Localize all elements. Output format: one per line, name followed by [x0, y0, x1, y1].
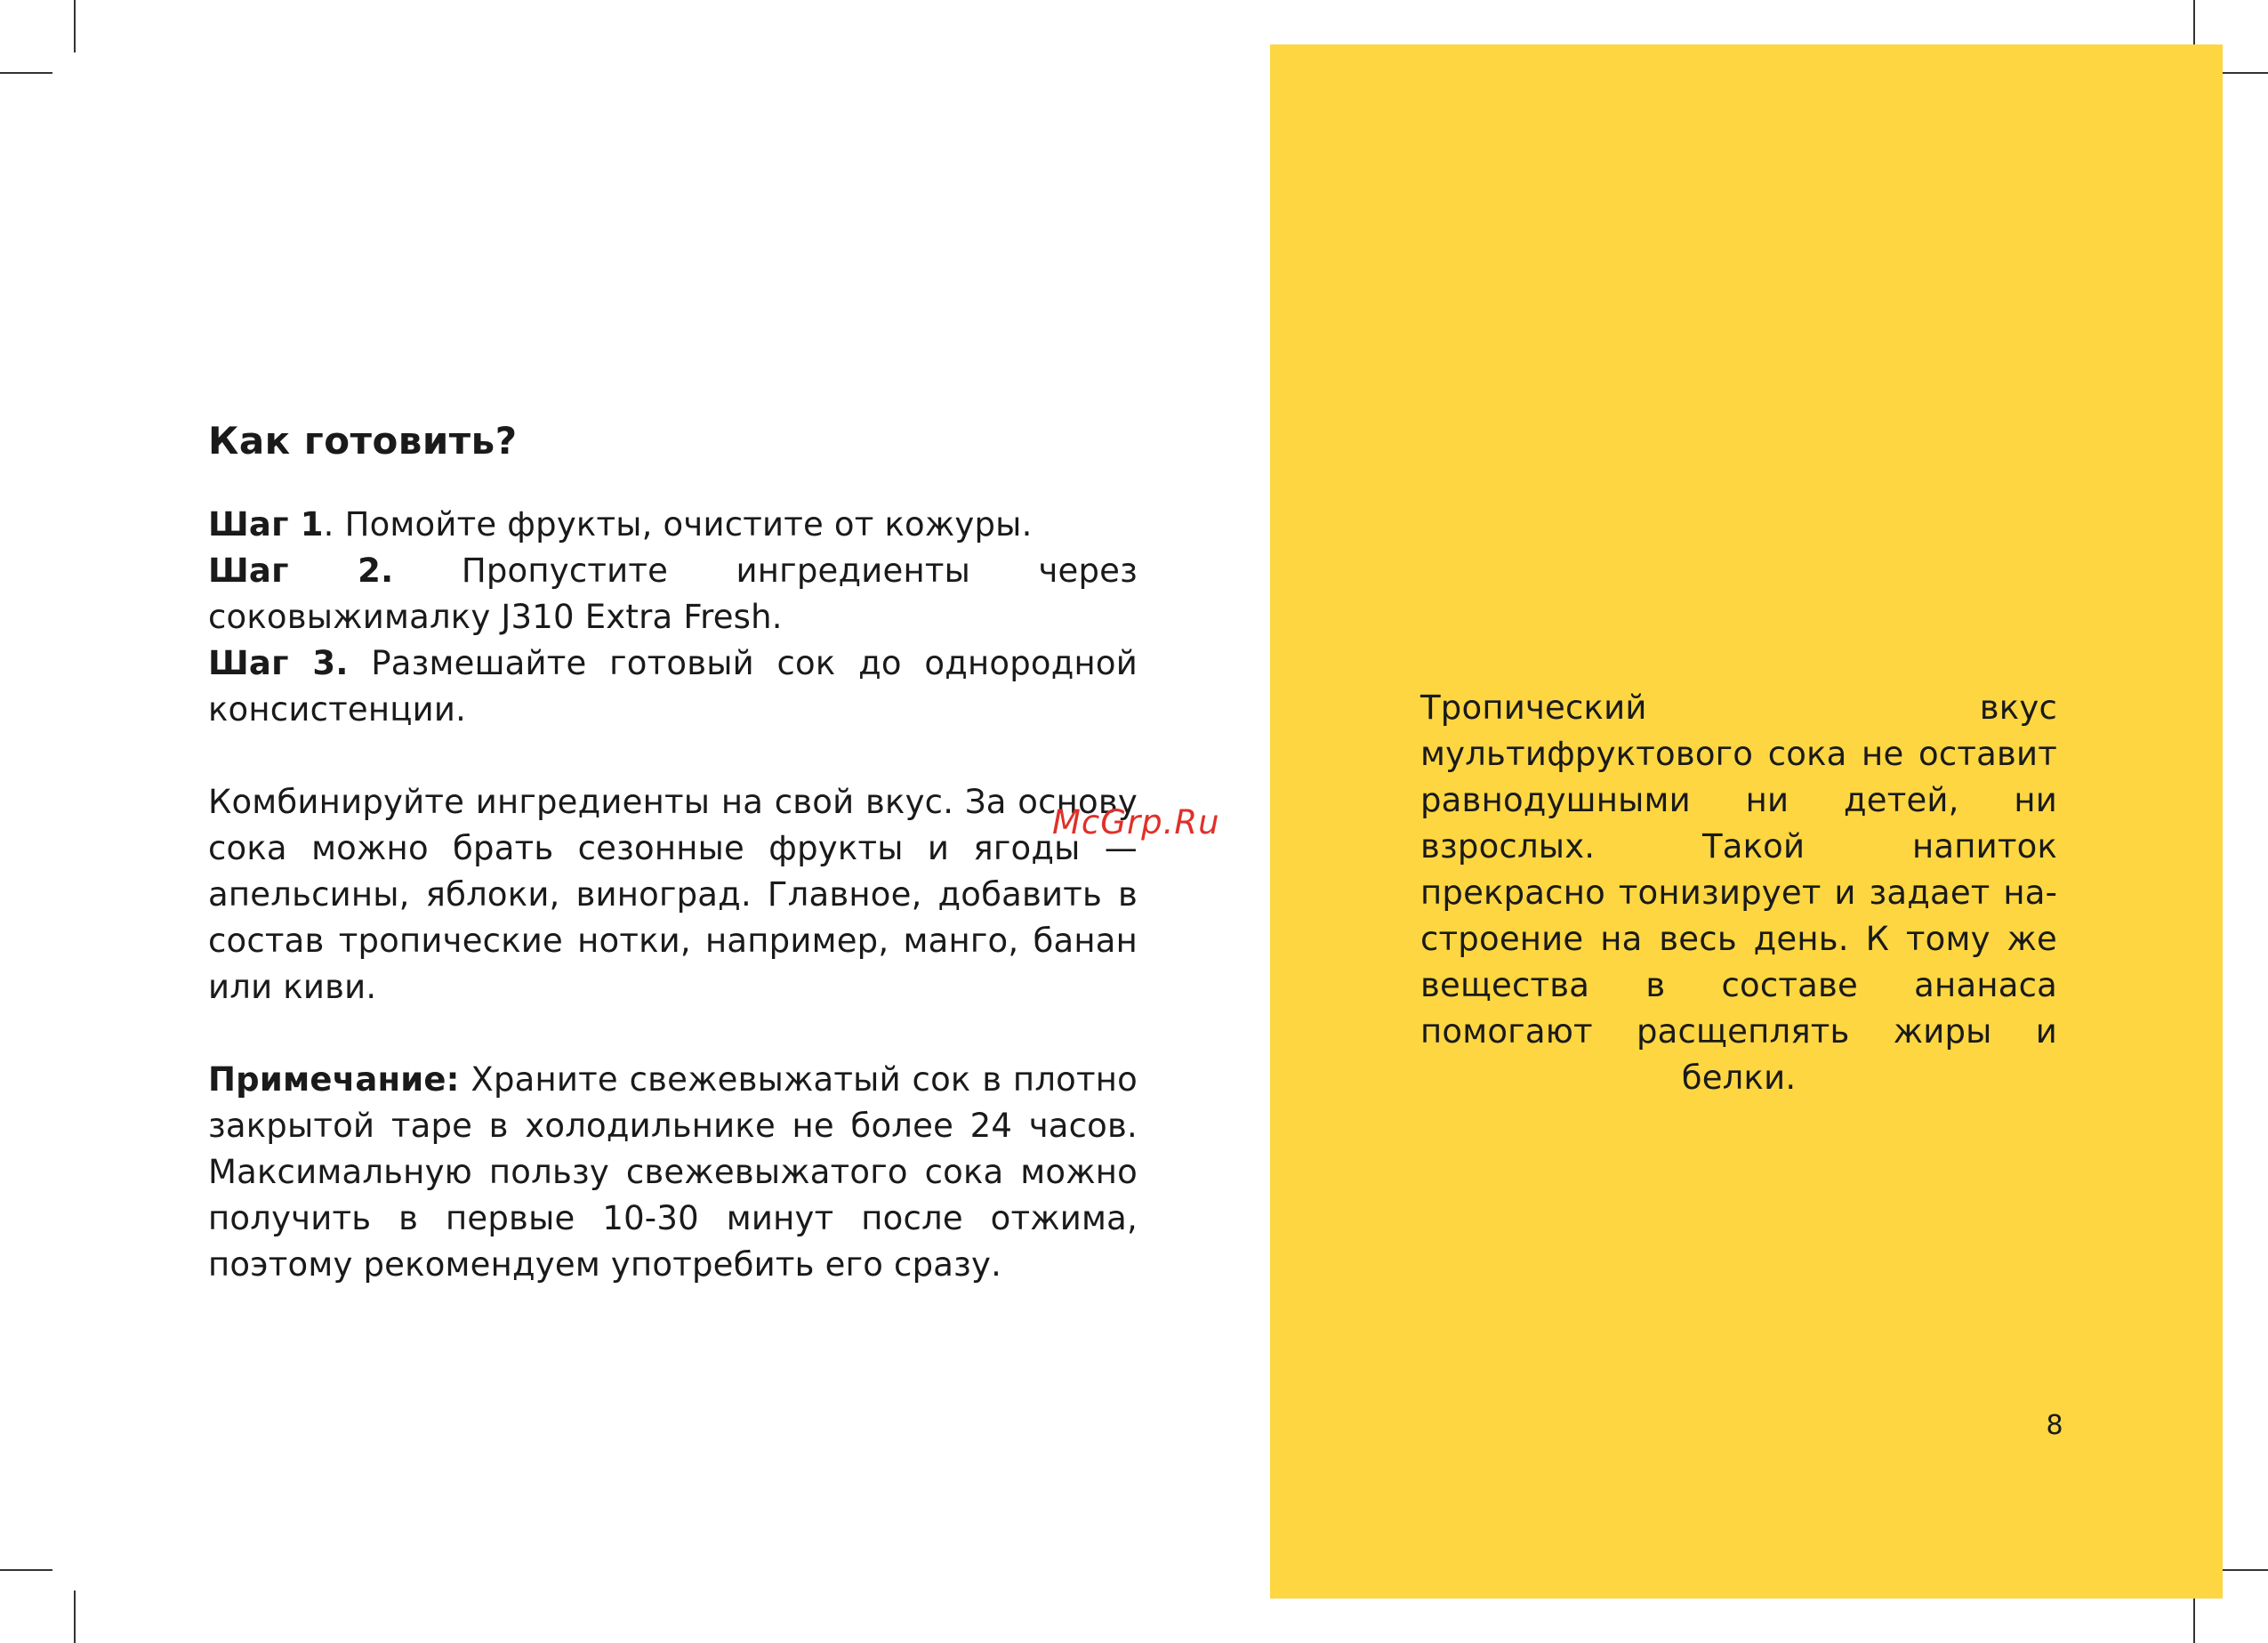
crop-mark — [2216, 72, 2268, 74]
page-number: 8 — [2046, 1410, 2063, 1441]
watermark: McGrp.Ru — [1052, 803, 1220, 842]
note-paragraph — [208, 1057, 1138, 1288]
crop-mark — [0, 1569, 52, 1571]
crop-mark — [2216, 1569, 2268, 1571]
note-label: Примечание: — [208, 1060, 460, 1099]
step-3 — [208, 640, 1138, 733]
step-1-label: Шаг 1 — [208, 505, 324, 544]
crop-mark — [74, 0, 76, 52]
step-1-text: . Помойте фрукты, очистите от кожуры. — [323, 505, 1033, 544]
instructions-column — [208, 409, 1138, 1288]
step-3-label: Шаг 3. — [208, 644, 349, 682]
step-2-label: Шаг 2. — [208, 552, 394, 590]
steps-block — [208, 502, 1138, 733]
crop-mark — [74, 1591, 76, 1643]
spacer — [208, 473, 1138, 502]
spacer — [208, 1011, 1138, 1057]
step-1 — [208, 502, 1138, 548]
note-text: Храните свежевыжатый сок в плотно закрытой таре в холодильнике не более 24 часов. Максимальную пользу свежевыжатого сока можно получить в первые 10-30 минут после отжима, поэтому рекомендуем употребить его сразу. — [208, 1060, 1138, 1284]
combine-paragraph: Комбинируйте ингредиенты на свой вкус. За основу сока можно брать сезонные фрукты и ягоды — апельсины, яблоки, виноград. Главное, добавить в состав тропические нотки, например, манго, банан или киви. — [208, 783, 1138, 1006]
step-3-text: Размешайте готовый сок до однородной консистенции. — [208, 644, 1138, 729]
crop-mark — [0, 72, 52, 74]
spacer — [208, 733, 1138, 779]
step-2 — [208, 548, 1138, 640]
step-2-text: Пропустите ингредиенты через соковыжималку J310 Extra Fresh. — [208, 552, 1138, 636]
tropical-description: Тропический вкус мультифруктового сока не оставит равнодушными ни детей, ни взрослых. Такой напиток прекрасно тонизирует и задает настроение на весь день. К тому же вещества в составе ананаса помогают расщеплять жиры и белки. — [1420, 689, 2057, 1097]
section-heading: Как готовить? — [208, 419, 518, 463]
